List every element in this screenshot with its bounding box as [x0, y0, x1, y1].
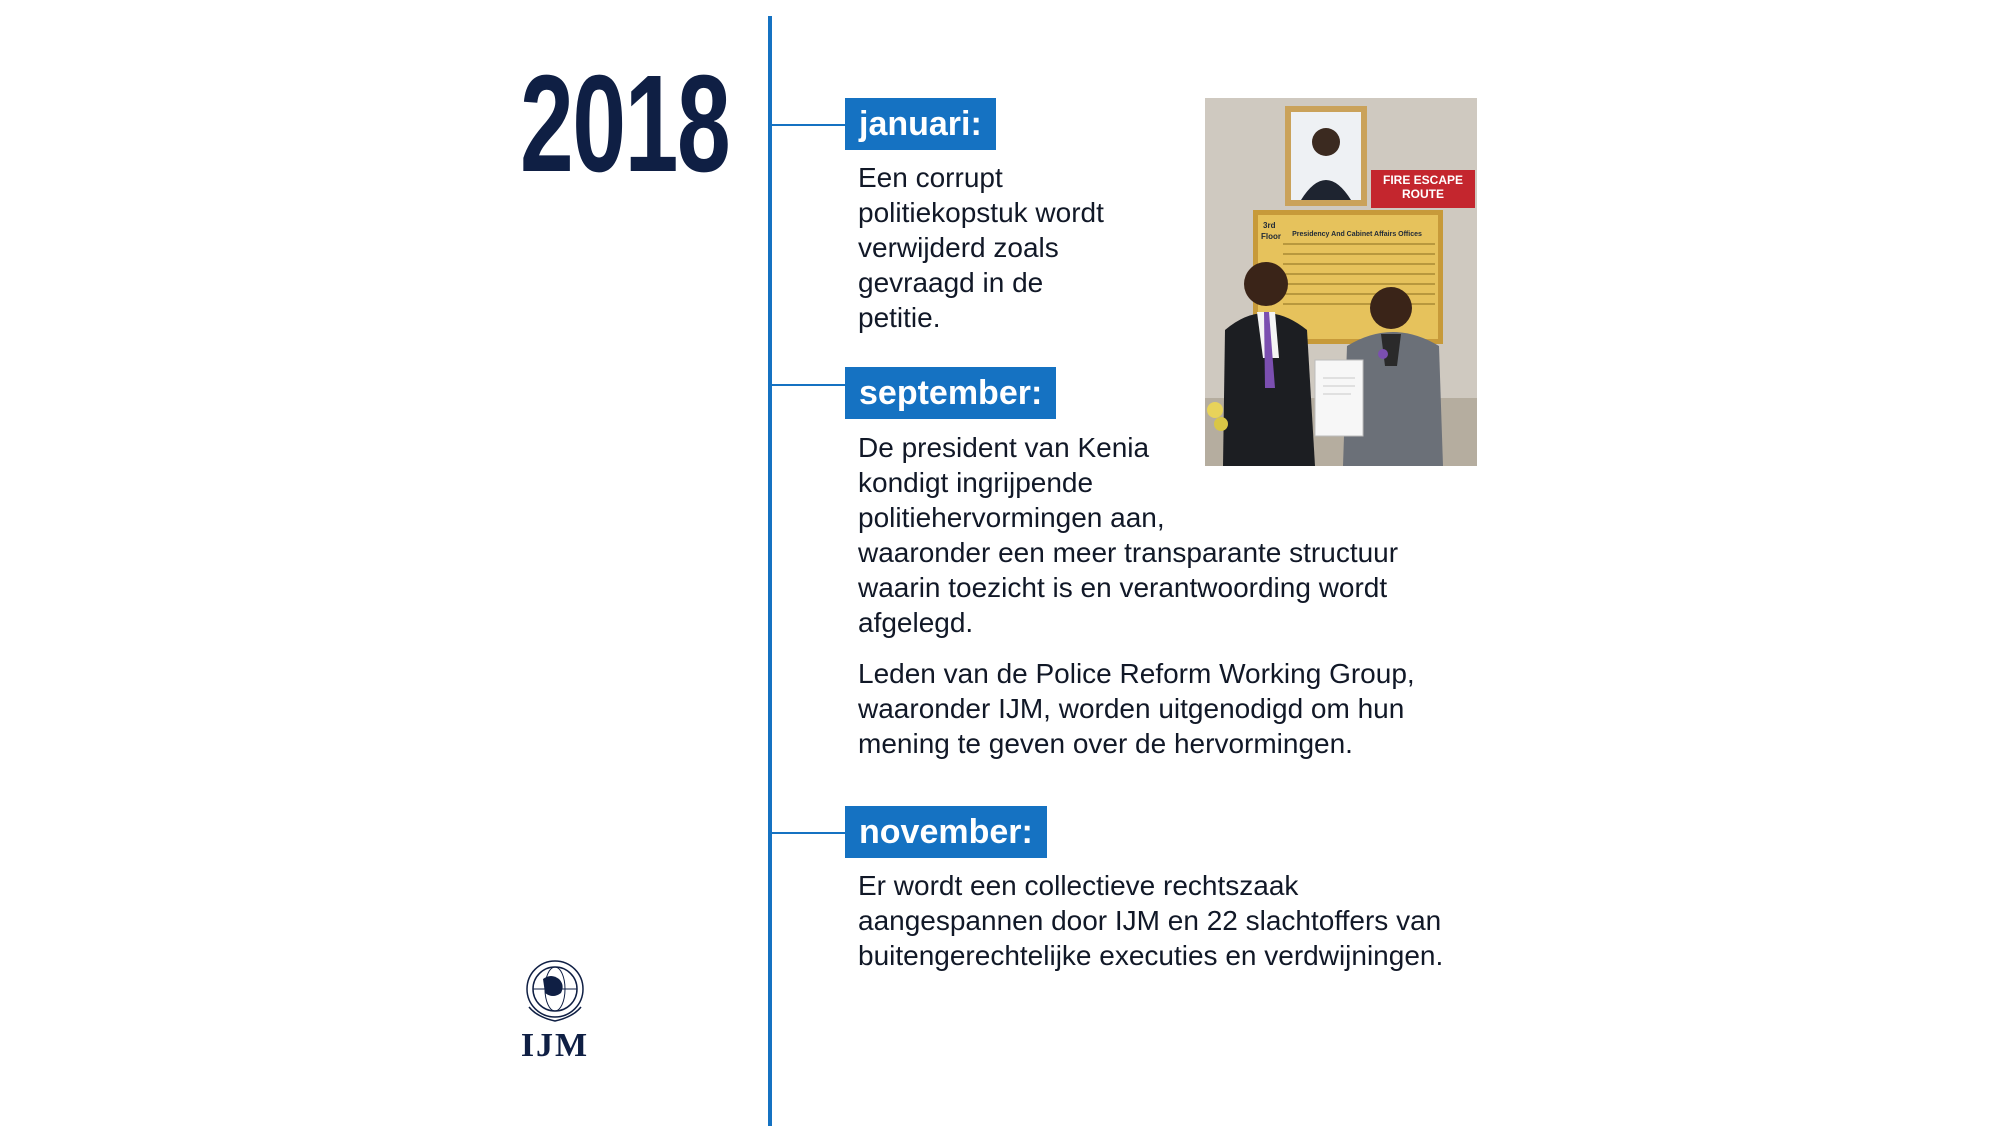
month-badge-september: september:	[845, 367, 1056, 419]
text-line: waarin toezicht is en verantwoording wordt	[858, 572, 1388, 603]
directory-title: Presidency And Cabinet Affairs Offices	[1292, 231, 1422, 238]
text-line: waaronder IJM, worden uitgenodigd om hun	[858, 693, 1405, 724]
text-line: De president van Kenia	[858, 432, 1150, 463]
timeline-connector	[772, 832, 845, 834]
text-line: mening te geven over de hervormingen.	[858, 728, 1353, 759]
photo-illustration	[1205, 98, 1477, 466]
text-line: afgelegd.	[858, 607, 974, 638]
text-line: gevraagd in de	[858, 267, 1044, 298]
floor-label: Floor	[1261, 232, 1281, 241]
globe-emblem-icon	[515, 955, 595, 1025]
floor-label: 3rd	[1263, 221, 1276, 230]
fire-escape-sign-line: ROUTE	[1402, 187, 1444, 201]
text-line: waaronder een meer transparante structuur	[858, 537, 1399, 568]
photo-petition-handover	[1205, 98, 1477, 466]
year-heading: 2018	[520, 47, 730, 201]
entry-november-text	[858, 868, 1518, 973]
text-line: Leden van de Police Reform Working Group,	[858, 658, 1415, 689]
text-line: buitengerechtelijke executies en verdwijningen.	[858, 940, 1444, 971]
text-line: kondigt ingrijpende	[858, 467, 1094, 498]
month-badge-january: januari:	[845, 98, 996, 150]
text-line: verwijderd zoals	[858, 232, 1059, 263]
text-line: Er wordt een collectieve rechtszaak	[858, 870, 1299, 901]
timeline-line	[768, 16, 772, 1126]
text-line: politiekopstuk wordt	[858, 197, 1104, 228]
petition-document	[1315, 360, 1363, 436]
text-line: aangespannen door IJM en 22 slachtoffers van	[858, 905, 1442, 936]
text-line: petitie.	[858, 302, 941, 333]
ijm-logo-text: IJM	[520, 1027, 590, 1064]
ijm-logo	[515, 955, 595, 1070]
entry-september-text	[858, 430, 1498, 761]
text-line: politiehervormingen aan,	[858, 502, 1165, 533]
fire-escape-sign-line: FIRE ESCAPE	[1382, 173, 1464, 187]
timeline-connector	[772, 124, 845, 126]
month-badge-november: november:	[845, 806, 1047, 858]
timeline-connector	[772, 384, 845, 386]
text-line: Een corrupt	[858, 162, 1003, 193]
